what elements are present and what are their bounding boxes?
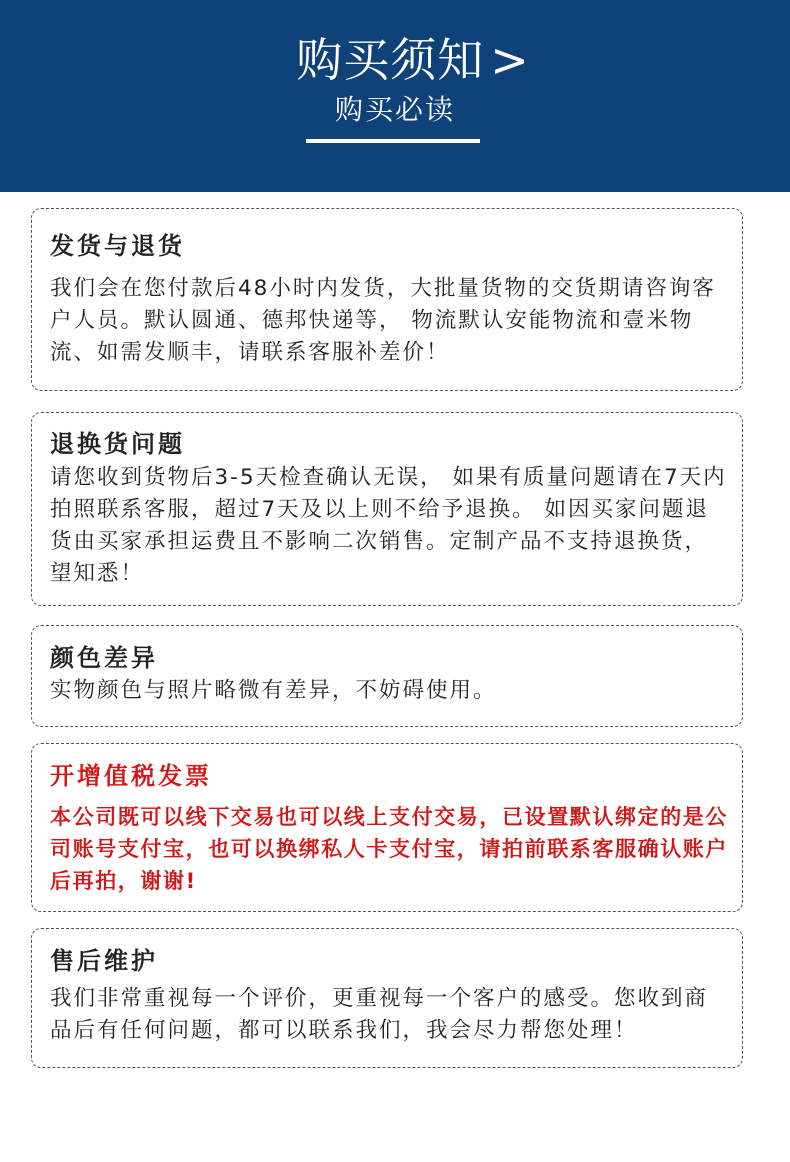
section-after-sales [31, 928, 743, 1068]
section-title: 发货与退货 [50, 232, 185, 260]
page-title [0, 30, 790, 90]
section-body: 本公司既可以线下交易也可以线上支付交易，已设置默认绑定的是公司账号支付宝，也可以换绑私人卡支付宝，请拍前联系客服确认账户后再拍，谢谢! [50, 805, 728, 893]
section-title: 开增值税发票 [50, 762, 212, 790]
section-body: 我们非常重视每一个评价，更重视每一个客户的感受。您收到商品后有任何问题，都可以联系我们，我会尽力帮您处理！ [50, 986, 709, 1043]
section-exchange-issues [31, 412, 743, 606]
section-title: 售后维护 [50, 947, 158, 975]
section-title: 颜色差异 [50, 644, 158, 672]
title-arrow-icon: > [490, 33, 530, 87]
section-title: 退换货问题 [50, 430, 185, 458]
section-shipping-returns [31, 208, 743, 391]
header-banner [0, 0, 790, 192]
subtitle-underline [306, 139, 480, 143]
section-color-difference [31, 625, 743, 727]
section-body: 实物颜色与照片略微有差异，不妨碍使用。 [50, 678, 497, 703]
section-body: 我们会在您付款后48小时内发货，大批量货物的交货期请咨询客户人员。默认圆通、德邦快递等， 物流默认安能物流和壹米物流、如需发顺丰，请联系客服补差价！ [50, 276, 716, 365]
section-vat-invoice [31, 743, 743, 912]
page-title-text: 购买须知 [296, 33, 485, 87]
section-body: 请您收到货物后3-5天检查确认无误， 如果有质量问题请在7天内拍照联系客服，超过7天及以上则不给予退换。 如因买家问题退货由买家承担运费且不影响二次销售。定制产品不支持退换货，望知悉！ [50, 465, 727, 586]
page-subtitle: 购买必读 [334, 93, 455, 126]
